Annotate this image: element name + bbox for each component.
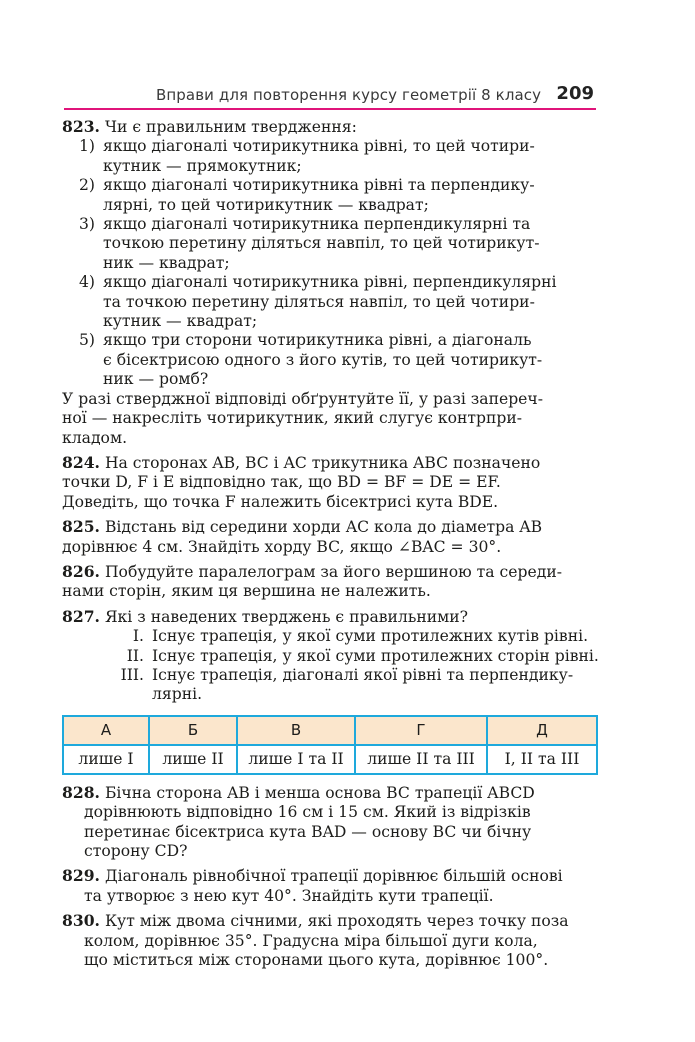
problem-number: 828. bbox=[62, 782, 100, 802]
statement-item: III. Існує трапеція, діагоналі якої рівні та перпендику- лярні. bbox=[120, 665, 574, 704]
list-item: 4) якщо діагоналі чотирикутника рівні, перпендикулярні та точкою перетину діляться навпіл, то цей чотири- кутник — квадрат; bbox=[78, 273, 557, 331]
page-header bbox=[64, 82, 598, 108]
problem-825: 825. Відстань від середини хорди AC кола до діаметра AB дорівнює 4 см. Знайдіть хорду BC, якщо ∠BAC = 30°. bbox=[62, 517, 543, 556]
problem-number: 823. bbox=[62, 117, 100, 136]
option-header-d: Г bbox=[355, 716, 487, 745]
problem-823: 823. Чи є правильним твердження: 1) якщо діагоналі чотирикутника рівні, то цей чотири- кутник — прямокутник; 2) якщо діагоналі чотирикутника рівні та перпендику- лярні, то цей чотирикутник — квадрат; 3) якщо діагоналі чотирикутника перпендикулярні та точкою перетину діляться навпіл, то цей чотирикут- ник — квадрат; 4) якщо діагоналі чотирикутника рівні, перпендикулярні та точкою перетину діляться навпіл, то цей чотири- кутник — квадрат; 5) якщо три сторони чотирикутника рівні, а діагональ є бісектрисою одного з його кутів, то цей чотирикут- ник — ромб? У разі стверджної відповіді обґрунтуйте її, у разі запереч- ної — накресліть чотирикутник, який слугує контрпри- кладом. bbox=[62, 117, 596, 448]
problem-number: 826. bbox=[62, 561, 100, 581]
option-answer-b: лише II bbox=[149, 745, 237, 774]
statement-item: II. Існує трапеція, у якої суми протилежних сторін рівні. bbox=[126, 646, 599, 665]
option-answer-c: лише I та II bbox=[237, 745, 355, 774]
problem-830: 830. Кут між двома січними, які проходять через точку поза колом, дорівнює 35°. Градусна міра більшої дуги кола, що міститься між сторонами цього кута, дорівнює 100°. bbox=[62, 911, 569, 970]
problem-827: 827. Які з наведених тверджень є правильними? I. Існує трапеція, у якої суми протилежних кутів рівні. II. Існує трапеція, у якої суми протилежних сторін рівні. III. Існує трапеція, діагоналі якої рівні та перпендику- лярні. А Б В Г Д лише I лише II лише I та II лише II та III I, II та III bbox=[62, 607, 596, 775]
problem-number: 825. bbox=[62, 517, 100, 537]
list-item: 5) якщо три сторони чотирикутника рівні, а діагональ є бісектрисою одного з його кутів, то цей чотирикут- ник — ромб? bbox=[78, 331, 543, 389]
option-answer-a: лише I bbox=[63, 745, 149, 774]
problem-number: 827. bbox=[62, 606, 100, 626]
problem-826: 826. Побудуйте паралелограм за його вершиною та середи- нами сторін, яким ця вершина не належить. bbox=[62, 561, 562, 601]
list-item: 3) якщо діагоналі чотирикутника перпендикулярні та точкою перетину діляться навпіл, то цей чотирикут- ник — квадрат; bbox=[78, 215, 540, 272]
page-number: 209 bbox=[556, 83, 594, 104]
option-header-b: Б bbox=[149, 716, 237, 745]
problem-number: 824. bbox=[62, 452, 100, 472]
option-answer-d: лише II та III bbox=[355, 745, 487, 774]
problem-tail: У разі стверджної відповіді обґрунтуйте її, у разі запереч- bbox=[62, 389, 543, 408]
list-item: 1) якщо діагоналі чотирикутника рівні, то цей чотири- кутник — прямокутник; bbox=[78, 137, 535, 175]
option-answer-e: I, II та III bbox=[487, 745, 597, 774]
problem-intro: Чи є правильним твердження: bbox=[104, 118, 357, 136]
option-header-c: В bbox=[237, 716, 355, 745]
problem-number: 830. bbox=[62, 911, 100, 931]
statement-item: I. Існує трапеція, у якої суми протилежних кутів рівні. bbox=[132, 627, 589, 646]
problem-828: 828. Бічна сторона AB і менша основа BC трапеції ABCD дорівнюють відповідно 16 см і 15 см. Який із відрізків перетинає бісектриса кута BAD — основу BC чи бічну сторону CD? bbox=[62, 782, 535, 860]
problem-829: 829. Діагональ рівнобічної трапеції дорівнює більшій основі та утворює з нею кут 40°. Знайдіть кути трапеції. bbox=[62, 866, 563, 905]
option-header-a: А bbox=[63, 716, 149, 745]
running-title: Вправи для повторення курсу геометрії 8 класу bbox=[156, 86, 542, 104]
header-divider bbox=[64, 108, 596, 110]
list-item: 2) якщо діагоналі чотирикутника рівні та перпендику- лярні, то цей чотирикутник — квадрат; bbox=[78, 176, 535, 214]
answer-options-table bbox=[62, 715, 598, 775]
option-header-e: Д bbox=[487, 716, 597, 745]
exercise-list bbox=[62, 117, 599, 975]
problem-824: 824. На сторонах AB, BC і AC трикутника ABC позначено точки D, F і E відповідно так, що BD = BF = DE = EF. Доведіть, що точка F належить бісектрисі кута BDE. bbox=[62, 452, 541, 511]
problem-number: 829. bbox=[62, 866, 100, 886]
